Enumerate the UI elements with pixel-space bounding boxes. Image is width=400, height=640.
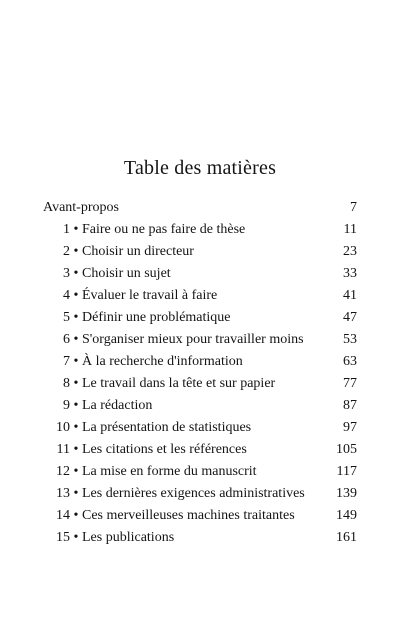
- bullet: •: [73, 398, 79, 413]
- bullet: •: [73, 530, 79, 545]
- toc-entry-front-matter: [43, 201, 357, 223]
- chapter-number: 8: [63, 376, 70, 391]
- toc-entry: [43, 377, 357, 399]
- toc-entry: [43, 245, 357, 267]
- toc-entry-label: Avant-propos: [43, 200, 119, 215]
- chapter-title: Le travail dans la tête et sur papier: [82, 376, 276, 391]
- toc-title: Table des matières: [123, 157, 277, 179]
- chapter-title: Ces merveilleuses machines traitantes: [82, 508, 295, 523]
- chapter-page: 53: [343, 332, 357, 347]
- chapter-title: Définir une problématique: [82, 310, 231, 325]
- chapter-number: 5: [63, 310, 70, 325]
- chapter-number: 11: [56, 442, 70, 457]
- chapter-page: 87: [343, 398, 357, 413]
- chapter-title: La mise en forme du manuscrit: [82, 464, 257, 479]
- chapter-title: Les dernières exigences administratives: [82, 486, 305, 501]
- toc-entry: [43, 531, 357, 553]
- chapter-title: La rédaction: [82, 398, 153, 413]
- bullet: •: [73, 420, 79, 435]
- toc-entry: [43, 465, 357, 487]
- chapter-number: 6: [63, 332, 70, 347]
- chapter-number: 9: [63, 398, 70, 413]
- toc-entry: [43, 267, 357, 289]
- bullet: •: [73, 266, 79, 281]
- toc-entry: [43, 399, 357, 421]
- chapter-number: 14: [56, 508, 70, 523]
- chapter-page: 117: [336, 464, 357, 479]
- bullet: •: [73, 508, 79, 523]
- chapter-page: 161: [336, 530, 357, 545]
- chapter-title: Évaluer le travail à faire: [82, 288, 218, 303]
- bullet: •: [73, 244, 79, 259]
- chapter-page: 11: [343, 222, 357, 237]
- chapter-page: 97: [343, 420, 357, 435]
- bullet: •: [73, 464, 79, 479]
- toc-entry: [43, 355, 357, 377]
- chapter-title: S'organiser mieux pour travailler moins: [82, 332, 304, 347]
- chapter-page: 105: [336, 442, 357, 457]
- chapter-page: 47: [343, 310, 357, 325]
- toc-entry-page: 7: [350, 200, 357, 215]
- chapter-title: La présentation de statistiques: [82, 420, 252, 435]
- chapter-number: 13: [56, 486, 70, 501]
- chapter-number: 2: [63, 244, 70, 259]
- chapter-page: 33: [343, 266, 357, 281]
- bullet: •: [73, 376, 79, 391]
- chapter-number: 3: [63, 266, 70, 281]
- toc-entry: [43, 223, 357, 245]
- chapter-title: Faire ou ne pas faire de thèse: [82, 222, 246, 237]
- toc-list: [43, 201, 357, 553]
- chapter-number: 15: [56, 530, 70, 545]
- toc-entry: [43, 311, 357, 333]
- bullet: •: [73, 288, 79, 303]
- toc-entry: [43, 509, 357, 531]
- bullet: •: [73, 222, 79, 237]
- toc-entry: [43, 421, 357, 443]
- chapter-title: Choisir un directeur: [82, 244, 194, 259]
- bullet: •: [73, 354, 79, 369]
- chapter-number: 4: [63, 288, 70, 303]
- chapter-title: Les publications: [82, 530, 175, 545]
- chapter-page: 149: [336, 508, 357, 523]
- chapter-number: 12: [56, 464, 70, 479]
- toc-entry: [43, 333, 357, 355]
- chapter-title: À la recherche d'information: [82, 354, 243, 369]
- chapter-page: 23: [343, 244, 357, 259]
- chapter-page: 77: [343, 376, 357, 391]
- chapter-title: Les citations et les références: [82, 442, 247, 457]
- chapter-page: 41: [343, 288, 357, 303]
- bullet: •: [73, 442, 79, 457]
- bullet: •: [73, 332, 79, 347]
- chapter-number: 10: [56, 420, 70, 435]
- chapter-title: Choisir un sujet: [82, 266, 171, 281]
- chapter-page: 139: [336, 486, 357, 501]
- chapter-number: 1: [63, 222, 70, 237]
- bullet: •: [73, 486, 79, 501]
- toc-entry: [43, 443, 357, 465]
- chapter-page: 63: [343, 354, 357, 369]
- toc-entry: [43, 487, 357, 509]
- bullet: •: [73, 310, 79, 325]
- chapter-number: 7: [63, 354, 70, 369]
- toc-entry: [43, 289, 357, 311]
